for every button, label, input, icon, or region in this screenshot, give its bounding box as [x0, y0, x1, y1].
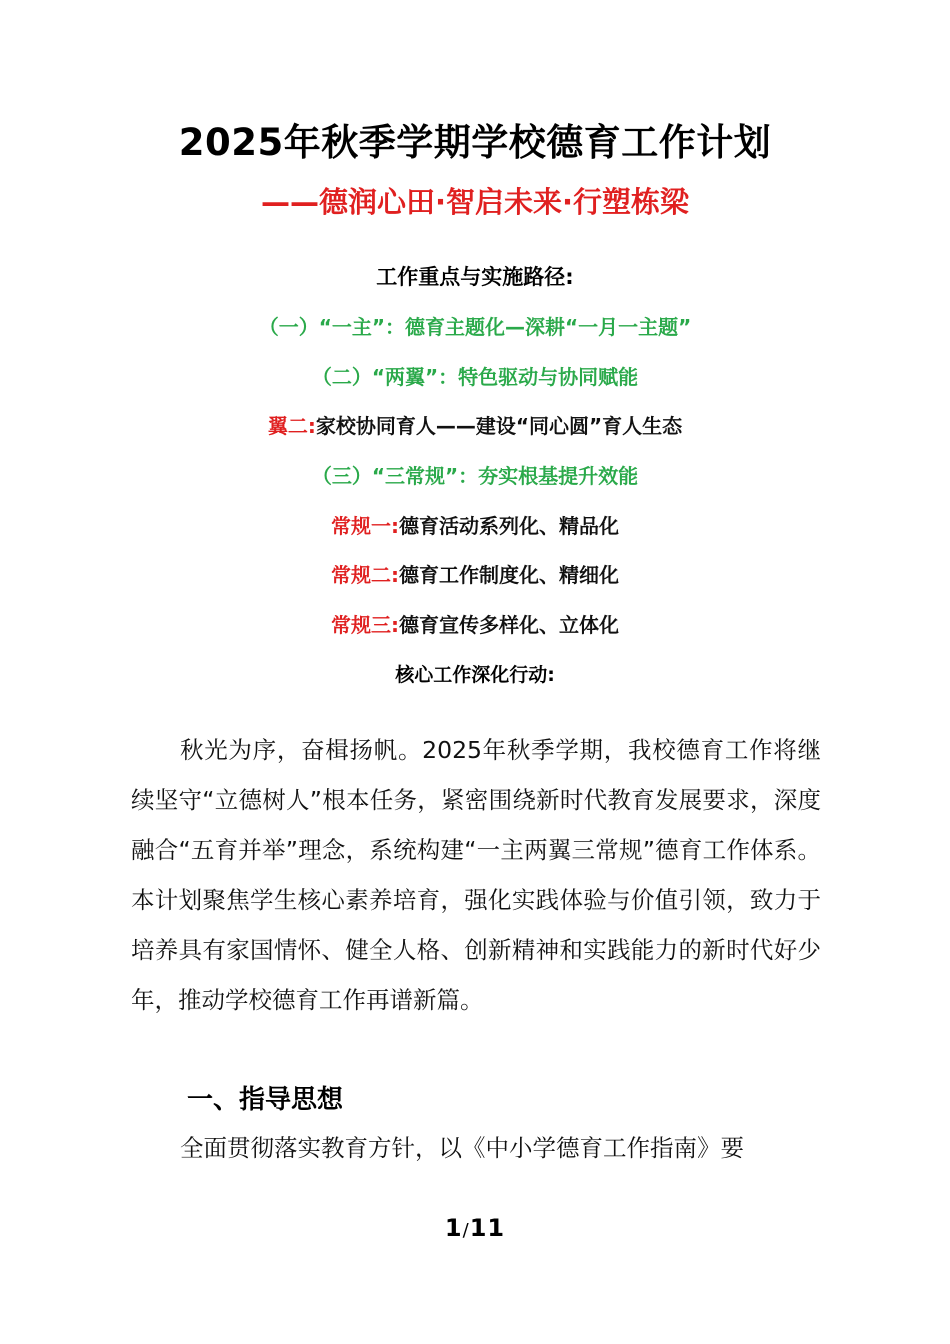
- document-title: 2025年秋季学期学校德育工作计划: [178, 121, 772, 164]
- focus-item-7: [0, 608, 950, 642]
- focus-item-5-text: 德育活动系列化、精品化: [399, 514, 619, 538]
- focus-item-5: [0, 509, 950, 543]
- core-heading: 核心工作深化行动:: [395, 664, 555, 686]
- focus-item-3: [0, 409, 950, 443]
- focus-item-4: （三）“三常规”：夯实根基提升效能: [311, 464, 639, 488]
- document-subtitle: ——德润心田·智启未来·行塑栋梁: [260, 185, 690, 219]
- focus-item-1: （一）“一主”：德育主题化—深耕“一月一主题”: [258, 315, 692, 339]
- page-number: [0, 1210, 950, 1249]
- guide-paragraph: 全面贯彻落实教育方针，以《中小学德育工作指南》要: [180, 1134, 744, 1162]
- focus-heading: 工作重点与实施路径:: [376, 265, 574, 289]
- page-total: 11: [469, 1214, 506, 1242]
- focus-item-6-text: 德育工作制度化、精细化: [399, 563, 619, 587]
- focus-item-7-text: 德育宣传多样化、立体化: [399, 613, 619, 637]
- focus-item-6: [0, 558, 950, 592]
- focus-item-7-prefix: 常规三:: [331, 613, 399, 637]
- focus-item-2: （二）“两翼”：特色驱动与协同赋能: [311, 365, 639, 389]
- focus-item-3-prefix: 翼二:: [267, 414, 316, 438]
- intro-paragraph: 秋光为序，奋楫扬帆。2025年秋季学期，我校德育工作将继续坚守“立德树人”根本任务，紧密围绕新时代教育发展要求，深度融合“五育并举”理念，系统构建“一主两翼三常规”德育工作体系。本计划聚焦学生核心素养培育，强化实践体验与价值引领，致力于培养具有家国情怀、健全人格、创新精神和实践能力的新时代好少年，推动学校德育工作再谱新篇。: [131, 736, 821, 1014]
- focus-item-6-prefix: 常规二:: [331, 563, 399, 587]
- page-separator: /: [462, 1220, 470, 1241]
- section-heading: 一、指导思想: [187, 1085, 344, 1115]
- page-current: 1: [444, 1214, 463, 1242]
- focus-item-3-text: 家校协同育人——建设“同心圆”育人生态: [315, 414, 683, 438]
- focus-item-5-prefix: 常规一:: [331, 514, 399, 538]
